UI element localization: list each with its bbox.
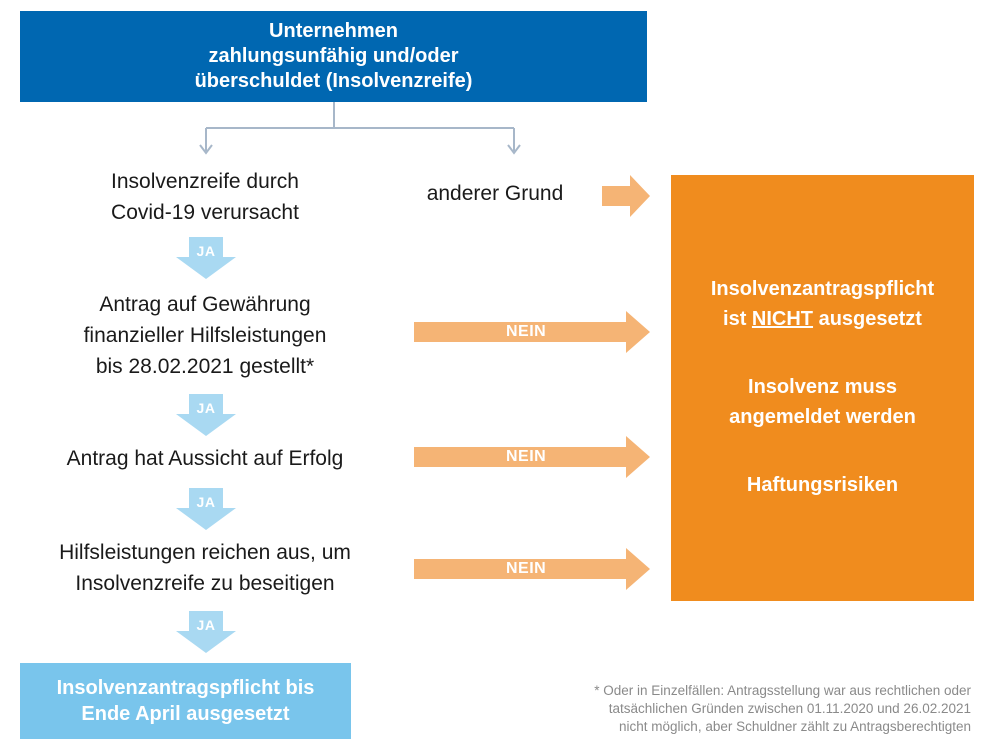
yes-label: JA [196, 494, 216, 510]
step-line: Antrag hat Aussicht auf Erfolg [66, 447, 344, 470]
yes-arrow-3 [176, 488, 236, 530]
yes-arrow-2 [176, 394, 236, 436]
result-line: Ende April ausgesetzt [81, 703, 290, 725]
header-line: Unternehmen [269, 20, 398, 42]
result-line: Insolvenzantragspflicht [710, 278, 935, 300]
step-aid-application [25, 289, 385, 382]
yes-arrow-4 [176, 611, 236, 653]
header-line: überschuldet (Insolvenzreife) [194, 70, 473, 92]
footnote-line: nicht möglich, aber Schuldner zählt zu Antragsberechtigten [619, 719, 971, 734]
result-text-part: ist [723, 308, 752, 330]
result-line: Haftungsrisiken [746, 474, 899, 496]
right-arrow-icon [602, 175, 650, 217]
footnote [501, 682, 971, 736]
step-line: Insolvenzreife durch [111, 170, 299, 193]
branch-other-reason [400, 178, 590, 209]
yes-label: JA [196, 617, 216, 633]
no-label: NEIN [506, 560, 547, 577]
no-arrow-3 [414, 548, 650, 590]
no-label: NEIN [506, 448, 547, 465]
step-line: Hilfsleistungen reichen aus, um [59, 541, 351, 564]
branch-other-text: anderer Grund [426, 182, 564, 205]
result-line: Insolvenz muss [748, 376, 897, 398]
yes-label: JA [196, 400, 216, 416]
result-line: angemeldet werden [729, 406, 916, 428]
result-text-part: ausgesetzt [813, 308, 922, 330]
result-must-file-text [671, 372, 974, 432]
step-success-prospect [10, 443, 400, 474]
step-line: Insolvenzreife zu beseitigen [75, 572, 335, 595]
result-line: Insolvenzantragspflicht bis [56, 677, 315, 699]
step-line: Covid-19 verursacht [111, 201, 299, 224]
no-arrow-1 [414, 311, 650, 353]
header-box [20, 11, 647, 102]
step-covid-cause [40, 166, 370, 228]
result-not-suspended-box [671, 175, 974, 601]
result-liability-text [671, 470, 974, 500]
no-arrow-2 [414, 436, 650, 478]
header-line: zahlungsunfähig und/oder [208, 45, 459, 67]
step-line: finanzieller Hilfsleistungen [83, 324, 327, 347]
step-aid-sufficient [10, 537, 400, 599]
result-line [723, 304, 922, 334]
step-line: Antrag auf Gewährung [99, 293, 311, 316]
footnote-line: * Oder in Einzelfällen: Antragsstellung war aus rechtlichen oder [594, 683, 971, 698]
step-line: bis 28.02.2021 gestellt* [95, 355, 315, 378]
no-label: NEIN [506, 323, 547, 340]
footnote-line: tatsächlichen Gründen zwischen 01.11.2020 und 26.02.2021 [608, 701, 971, 716]
result-suspended-box [20, 663, 351, 739]
yes-label: JA [196, 243, 216, 259]
yes-arrow-1 [176, 237, 236, 279]
result-emphasis: NICHT [751, 308, 814, 330]
result-not-suspended-text [671, 274, 974, 334]
other-reason-arrow [602, 175, 650, 217]
